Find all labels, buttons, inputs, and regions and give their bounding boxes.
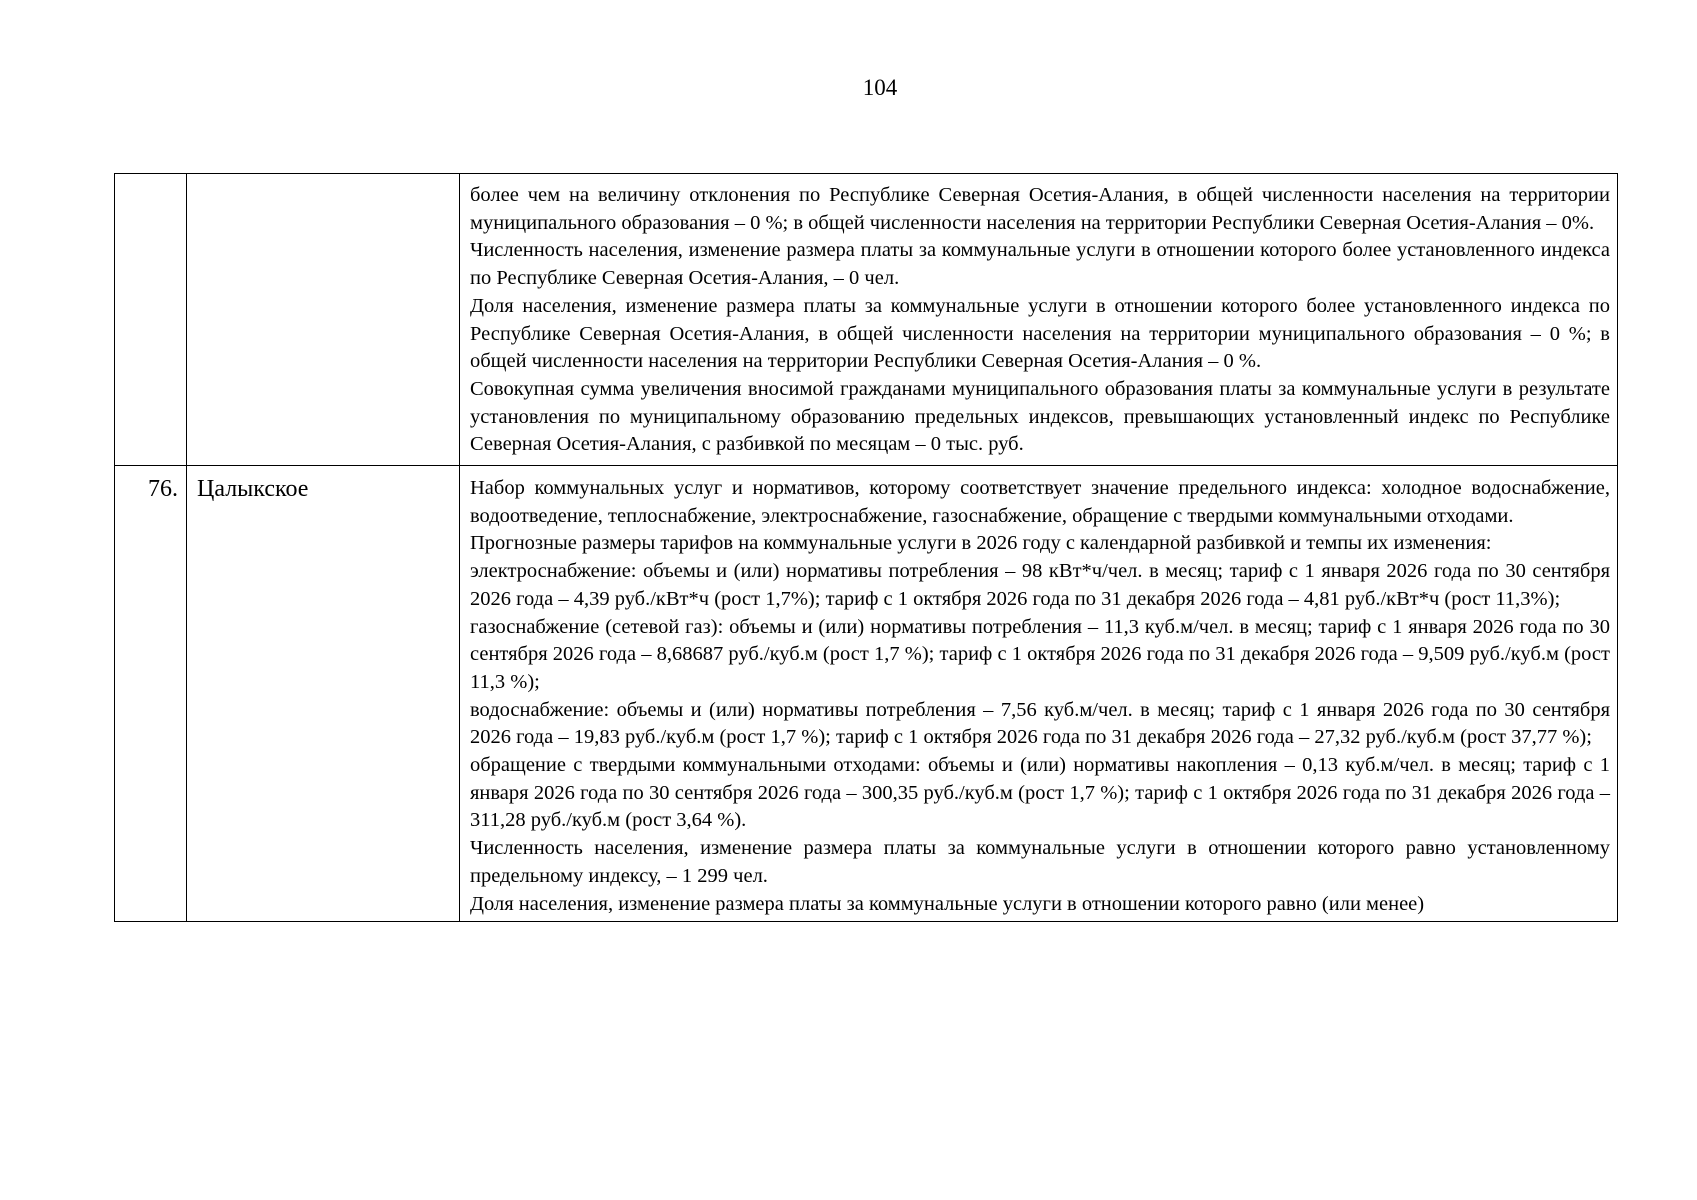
description-paragraph: Доля населения, изменение размера платы за коммунальные услуги в отношении которого равно (или менее) <box>470 892 1425 915</box>
municipal-tariff-table <box>114 173 1618 922</box>
municipality-name-cell <box>187 174 460 466</box>
description-cell <box>460 466 1618 922</box>
description-paragraph: Доля населения, изменение размера платы за коммунальные услуги в отношении которого более установленного индекса по Республике Северная Осетия-Алания, в общей численности населения на территории муниципального образования – 0 %; в общей численности населения на территории Республики Северная Осетия-Алания – 0 %. <box>470 294 1610 373</box>
description-paragraph: газоснабжение (сетевой газ): объемы и (или) нормативы потребления – 11,3 куб.м/чел. в месяц; тариф с 1 января 2026 года по 30 сентября 2026 года – 8,68687 руб./куб.м (рост 1,7 %); тариф с 1 октября 2026 года по 31 декабря 2026 года – 9,509 руб./куб.м (рост 11,3 %); <box>470 615 1610 693</box>
description-paragraph: электроснабжение: объемы и (или) нормативы потребления – 98 кВт*ч/чел. в месяц; тариф с 1 января 2026 года по 30 сентября 2026 года – 4,39 руб./кВт*ч (рост 1,7%); тариф с 1 октября 2026 года по 31 декабря 2026 года – 4,81 руб./кВт*ч (рост 11,3%); <box>470 560 1610 610</box>
description-paragraph: Численность населения, изменение размера платы за коммунальные услуги в отношении которого более установленного индекса по Республике Северная Осетия-Алания, – 0 чел. <box>470 239 1610 290</box>
description-paragraph: Совокупная сумма увеличения вносимой гражданами муниципального образования платы за коммунальные услуги в результате установления по муниципальному образованию предельных индексов, превышающих установленный индекс по Республике Северная Осетия-Алания, с разбивкой по месяцам – 0 тыс. руб. <box>470 377 1610 456</box>
page-number: 104 <box>862 75 898 100</box>
table-row <box>115 174 1618 466</box>
description-cell <box>460 174 1618 466</box>
municipality-name-cell: Цалыкское <box>187 466 460 922</box>
row-number-cell <box>115 174 187 466</box>
row-number-cell: 76. <box>115 466 187 922</box>
description-paragraph: обращение с твердыми коммунальными отходами: объемы и (или) нормативы накопления – 0,13 куб.м/чел. в месяц; тариф с 1 января 2026 года по 30 сентября 2026 года – 300,35 руб./куб.м (рост 1,7 %); тариф с 1 октября 2026 года по 31 декабря 2026 года –311,28 руб./куб.м (рост 3,64 %). <box>470 754 1610 832</box>
description-paragraph: более чем на величину отклонения по Республике Северная Осетия-Алания, в общей численности населения на территории муниципального образования – 0 %; в общей численности населения на территории Республики Северная Осетия-Алания – 0%. <box>470 184 1610 234</box>
description-paragraph: Набор коммунальных услуг и нормативов, которому соответствует значение предельного индекса: холодное водоснабжение, водоотведение, теплоснабжение, электроснабжение, газоснабжение, обращение с твердыми коммунальными отходами. <box>470 477 1610 527</box>
table-row <box>115 466 1618 922</box>
description-paragraph: Прогнозные размеры тарифов на коммунальные услуги в 2026 году с календарной разбивкой и темпы их изменения: <box>470 532 1492 555</box>
description-paragraph: Численность населения, изменение размера платы за коммунальные услуги в отношении которого равно установленному предельному индексу, – 1 299 чел. <box>470 837 1610 887</box>
description-paragraph: водоснабжение: объемы и (или) нормативы потребления – 7,56 куб.м/чел. в месяц; тариф с 1 января 2026 года по 30 сентября 2026 года – 19,83 руб./куб.м (рост 1,7 %); тариф с 1 октября 2026 года по 31 декабря 2026 года – 27,32 руб./куб.м (рост 37,77 %); <box>470 698 1610 749</box>
